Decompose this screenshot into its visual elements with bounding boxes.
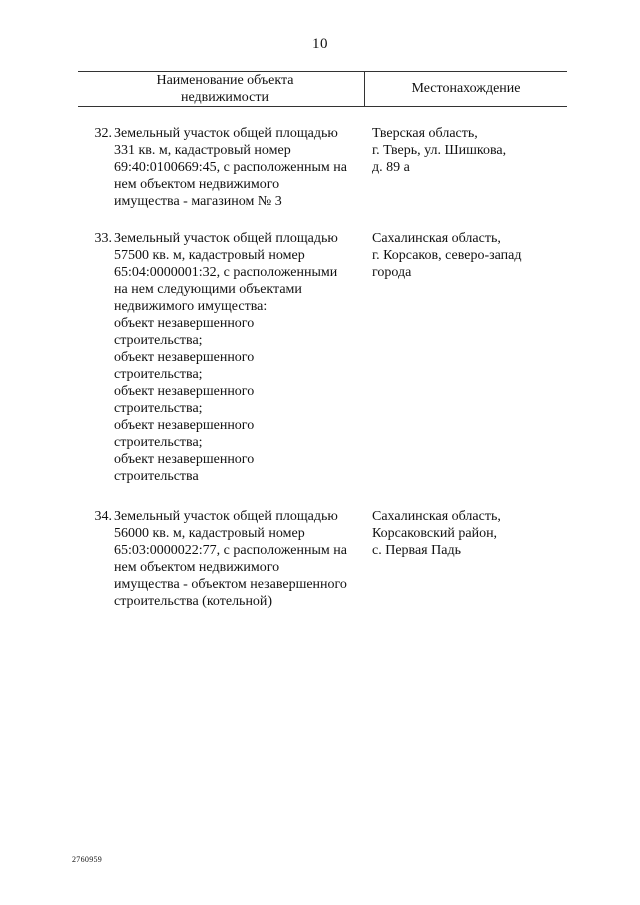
- location-line: с. Первая Падь: [372, 543, 461, 558]
- description-line: строительства: [114, 469, 199, 484]
- description-line: 65:03:0000022:77, с расположенным на: [114, 543, 347, 558]
- location-line: г. Корсаков, северо-запад: [372, 248, 522, 263]
- description-line: имущества - объектом незавершенного: [114, 577, 347, 592]
- location-line: Сахалинская область,: [372, 231, 501, 246]
- description-line: объект незавершенного: [114, 384, 255, 399]
- description-line: строительства;: [114, 367, 203, 382]
- entry-number: 32.: [94, 126, 112, 141]
- table-header-name: [100, 72, 350, 106]
- table-header-name-line1: Наименование объекта: [156, 73, 294, 88]
- description-line: 65:04:0000001:32, с расположенными: [114, 265, 338, 280]
- description-line: 57500 кв. м, кадастровый номер: [114, 248, 305, 263]
- location-line: Тверская область,: [372, 126, 478, 141]
- entry-location: [372, 230, 562, 281]
- location-line: Сахалинская область,: [372, 509, 501, 524]
- description-line: объект незавершенного: [114, 316, 255, 331]
- table-header-location: Местонахождение: [411, 81, 521, 96]
- description-line: Земельный участок общей площадью: [114, 126, 338, 141]
- entry-number: 34.: [94, 509, 112, 524]
- description-line: строительства;: [114, 401, 203, 416]
- description-line: строительства (котельной): [114, 594, 273, 609]
- description-line: 56000 кв. м, кадастровый номер: [114, 526, 305, 541]
- entry-location: [372, 125, 562, 176]
- document-code: 2760959: [72, 855, 103, 864]
- description-line: нем объектом недвижимого: [114, 177, 280, 192]
- entry-number: 33.: [94, 231, 112, 246]
- table-header-column-divider: [364, 71, 365, 107]
- entry-description: [114, 508, 376, 610]
- description-line: Земельный участок общей площадью: [114, 509, 338, 524]
- description-line: 69:40:0100669:45, с расположенным на: [114, 160, 347, 175]
- location-line: д. 89 а: [372, 160, 410, 175]
- description-line: Земельный участок общей площадью: [114, 231, 338, 246]
- description-line: недвижимого имущества:: [114, 299, 268, 314]
- table-header-bottom-rule: [78, 106, 567, 107]
- description-line: нем объектом недвижимого: [114, 560, 280, 575]
- location-line: Корсаковский район,: [372, 526, 498, 541]
- description-line: объект незавершенного: [114, 452, 255, 467]
- description-line: имущества - магазином № 3: [114, 194, 282, 209]
- description-line: строительства;: [114, 333, 203, 348]
- table-header-name-line2: недвижимости: [181, 90, 269, 105]
- location-line: г. Тверь, ул. Шишкова,: [372, 143, 507, 158]
- entry-description: [114, 230, 376, 485]
- entry-location: [372, 508, 562, 559]
- location-line: города: [372, 265, 412, 280]
- entry-description: [114, 125, 376, 210]
- description-line: 331 кв. м, кадастровый номер: [114, 143, 291, 158]
- description-line: на нем следующими объектами: [114, 282, 302, 297]
- description-line: объект незавершенного: [114, 418, 255, 433]
- description-line: объект незавершенного: [114, 350, 255, 365]
- page-number: 10: [312, 36, 328, 52]
- description-line: строительства;: [114, 435, 203, 450]
